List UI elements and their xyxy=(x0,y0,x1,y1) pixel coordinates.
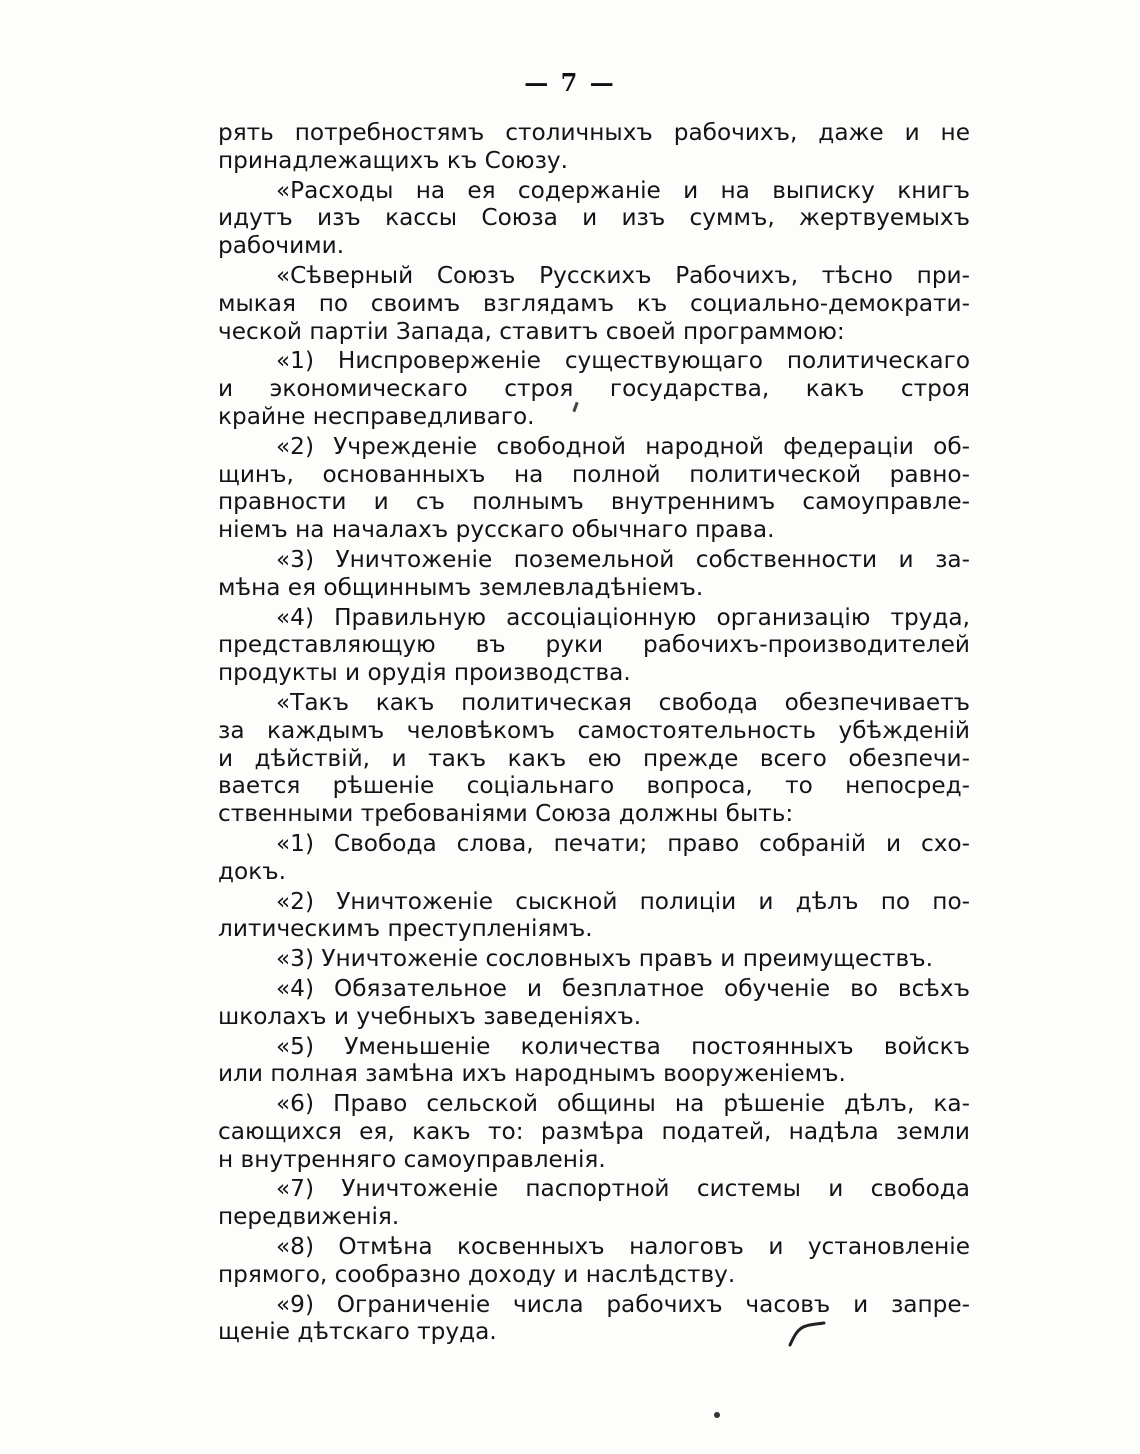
text-line: и дѣйствій, и такъ какъ ею прежде всего обезпечи- xyxy=(218,744,970,772)
ink-dot-mark xyxy=(714,1412,720,1418)
text-line: «1) Ниспроверженіе существующаго политическаго xyxy=(276,347,970,375)
text-line: «9) Ограниченіе числа рабочихъ часовъ и запре- xyxy=(276,1290,970,1318)
text-line: крайне несправедливаго. xyxy=(218,402,535,430)
text-line: ственными требованіями Союза должны быть: xyxy=(218,800,794,828)
pen-stroke-mark xyxy=(786,1318,826,1348)
paragraph xyxy=(218,945,970,973)
paragraph xyxy=(218,177,970,260)
paragraph xyxy=(218,604,970,687)
text-line: н внутренняго самоуправленія. xyxy=(218,1145,606,1173)
text-line: «6) Право сельской общины на рѣшеніе дѣлъ, ка- xyxy=(276,1090,970,1118)
paragraph xyxy=(218,1033,970,1089)
text-line: докъ. xyxy=(218,857,286,885)
paragraph xyxy=(218,546,970,602)
paragraph xyxy=(218,1291,970,1347)
text-line: «7) Уничтоженіе паспортной системы и свобода xyxy=(276,1175,970,1203)
text-line: ческой партіи Запада, ставитъ своей программою: xyxy=(218,317,845,345)
text-line: рабочими. xyxy=(218,232,345,260)
text-line: ніемъ на началахъ русскаго обычнаго права. xyxy=(218,516,775,544)
text-line: сающихся ея, какъ то: размѣра податей, надѣла земли xyxy=(218,1117,970,1145)
paragraph xyxy=(218,347,970,430)
text-line: щеніе дѣтскаго труда. xyxy=(218,1318,497,1346)
text-line: «2) Учрежденіе свободной народной федераціи об- xyxy=(276,432,970,460)
text-line: за каждымъ человѣкомъ самостоятельность убѣжденій xyxy=(218,716,970,744)
text-line: литическимъ преступленіямъ. xyxy=(218,915,593,943)
text-line: «4) Обязательное и безплатное обученіе во всѣхъ xyxy=(276,974,970,1002)
paragraph xyxy=(218,830,970,886)
paragraph xyxy=(218,689,970,828)
text-line: рять потребностямъ столичныхъ рабочихъ, даже и не xyxy=(218,119,970,146)
paragraph xyxy=(218,433,970,544)
paragraph xyxy=(218,975,970,1031)
text-line: идутъ изъ кассы Союза и изъ суммъ, жертвуемыхъ xyxy=(218,204,970,232)
text-line: «3) Уничтоженіе сословныхъ правъ и преимуществъ. xyxy=(276,945,933,973)
text-line: «5) Уменьшеніе количества постоянныхъ войскъ xyxy=(276,1032,970,1060)
text-line: «Расходы на ея содержаніе и на выписку книгъ xyxy=(276,176,970,204)
text-line: «Такъ какъ политическая свобода обезпечиваетъ xyxy=(276,688,970,716)
text-line: и экономическаго строя государства, какъ строя xyxy=(218,375,970,403)
paragraph xyxy=(218,262,970,345)
text-line: представляющую въ руки рабочихъ-производителей xyxy=(218,631,970,659)
text-line: мѣна ея общиннымъ землевладѣніемъ. xyxy=(218,573,704,601)
text-line: «Сѣверный Союзъ Русскихъ Рабочихъ, тѣсно при- xyxy=(276,261,970,289)
page-body xyxy=(218,119,970,1346)
text-line: передвиженія. xyxy=(218,1203,400,1231)
paragraph xyxy=(218,1090,970,1173)
text-line: вается рѣшеніе соціальнаго вопроса, то непосред- xyxy=(218,772,970,800)
paragraph xyxy=(218,1233,970,1289)
text-line: или полная замѣна ихъ народнымъ вооруженіемъ. xyxy=(218,1060,846,1088)
page-number: — 7 — xyxy=(524,68,616,97)
text-line: прямого, сообразно доходу и наслѣдству. xyxy=(218,1260,736,1288)
text-line: «2) Уничтоженіе сыскной полиціи и дѣлъ по по- xyxy=(276,887,970,915)
text-line: принадлежащихъ къ Союзу. xyxy=(218,146,568,174)
paragraph xyxy=(218,888,970,944)
text-line: школахъ и учебныхъ заведеніяхъ. xyxy=(218,1002,642,1030)
text-line: правности и съ полнымъ внутреннимъ самоуправле- xyxy=(218,488,970,516)
text-line: мыкая по своимъ взглядамъ къ социально-демократи- xyxy=(218,289,970,317)
text-line: «8) Отмѣна косвенныхъ налоговъ и установленіе xyxy=(276,1233,970,1261)
text-line: «4) Правильную ассоціаціонную организацію труда, xyxy=(276,603,970,631)
text-line: продукты и орудія производства. xyxy=(218,659,631,687)
paragraph xyxy=(218,1175,970,1231)
text-line: «3) Уничтоженіе поземельной собственности и за- xyxy=(276,545,970,573)
text-line: щинъ, основанныхъ на полной политической равно- xyxy=(218,460,970,488)
paragraph xyxy=(218,119,970,175)
text-line: «1) Свобода слова, печати; право собраній и схо- xyxy=(276,829,970,857)
